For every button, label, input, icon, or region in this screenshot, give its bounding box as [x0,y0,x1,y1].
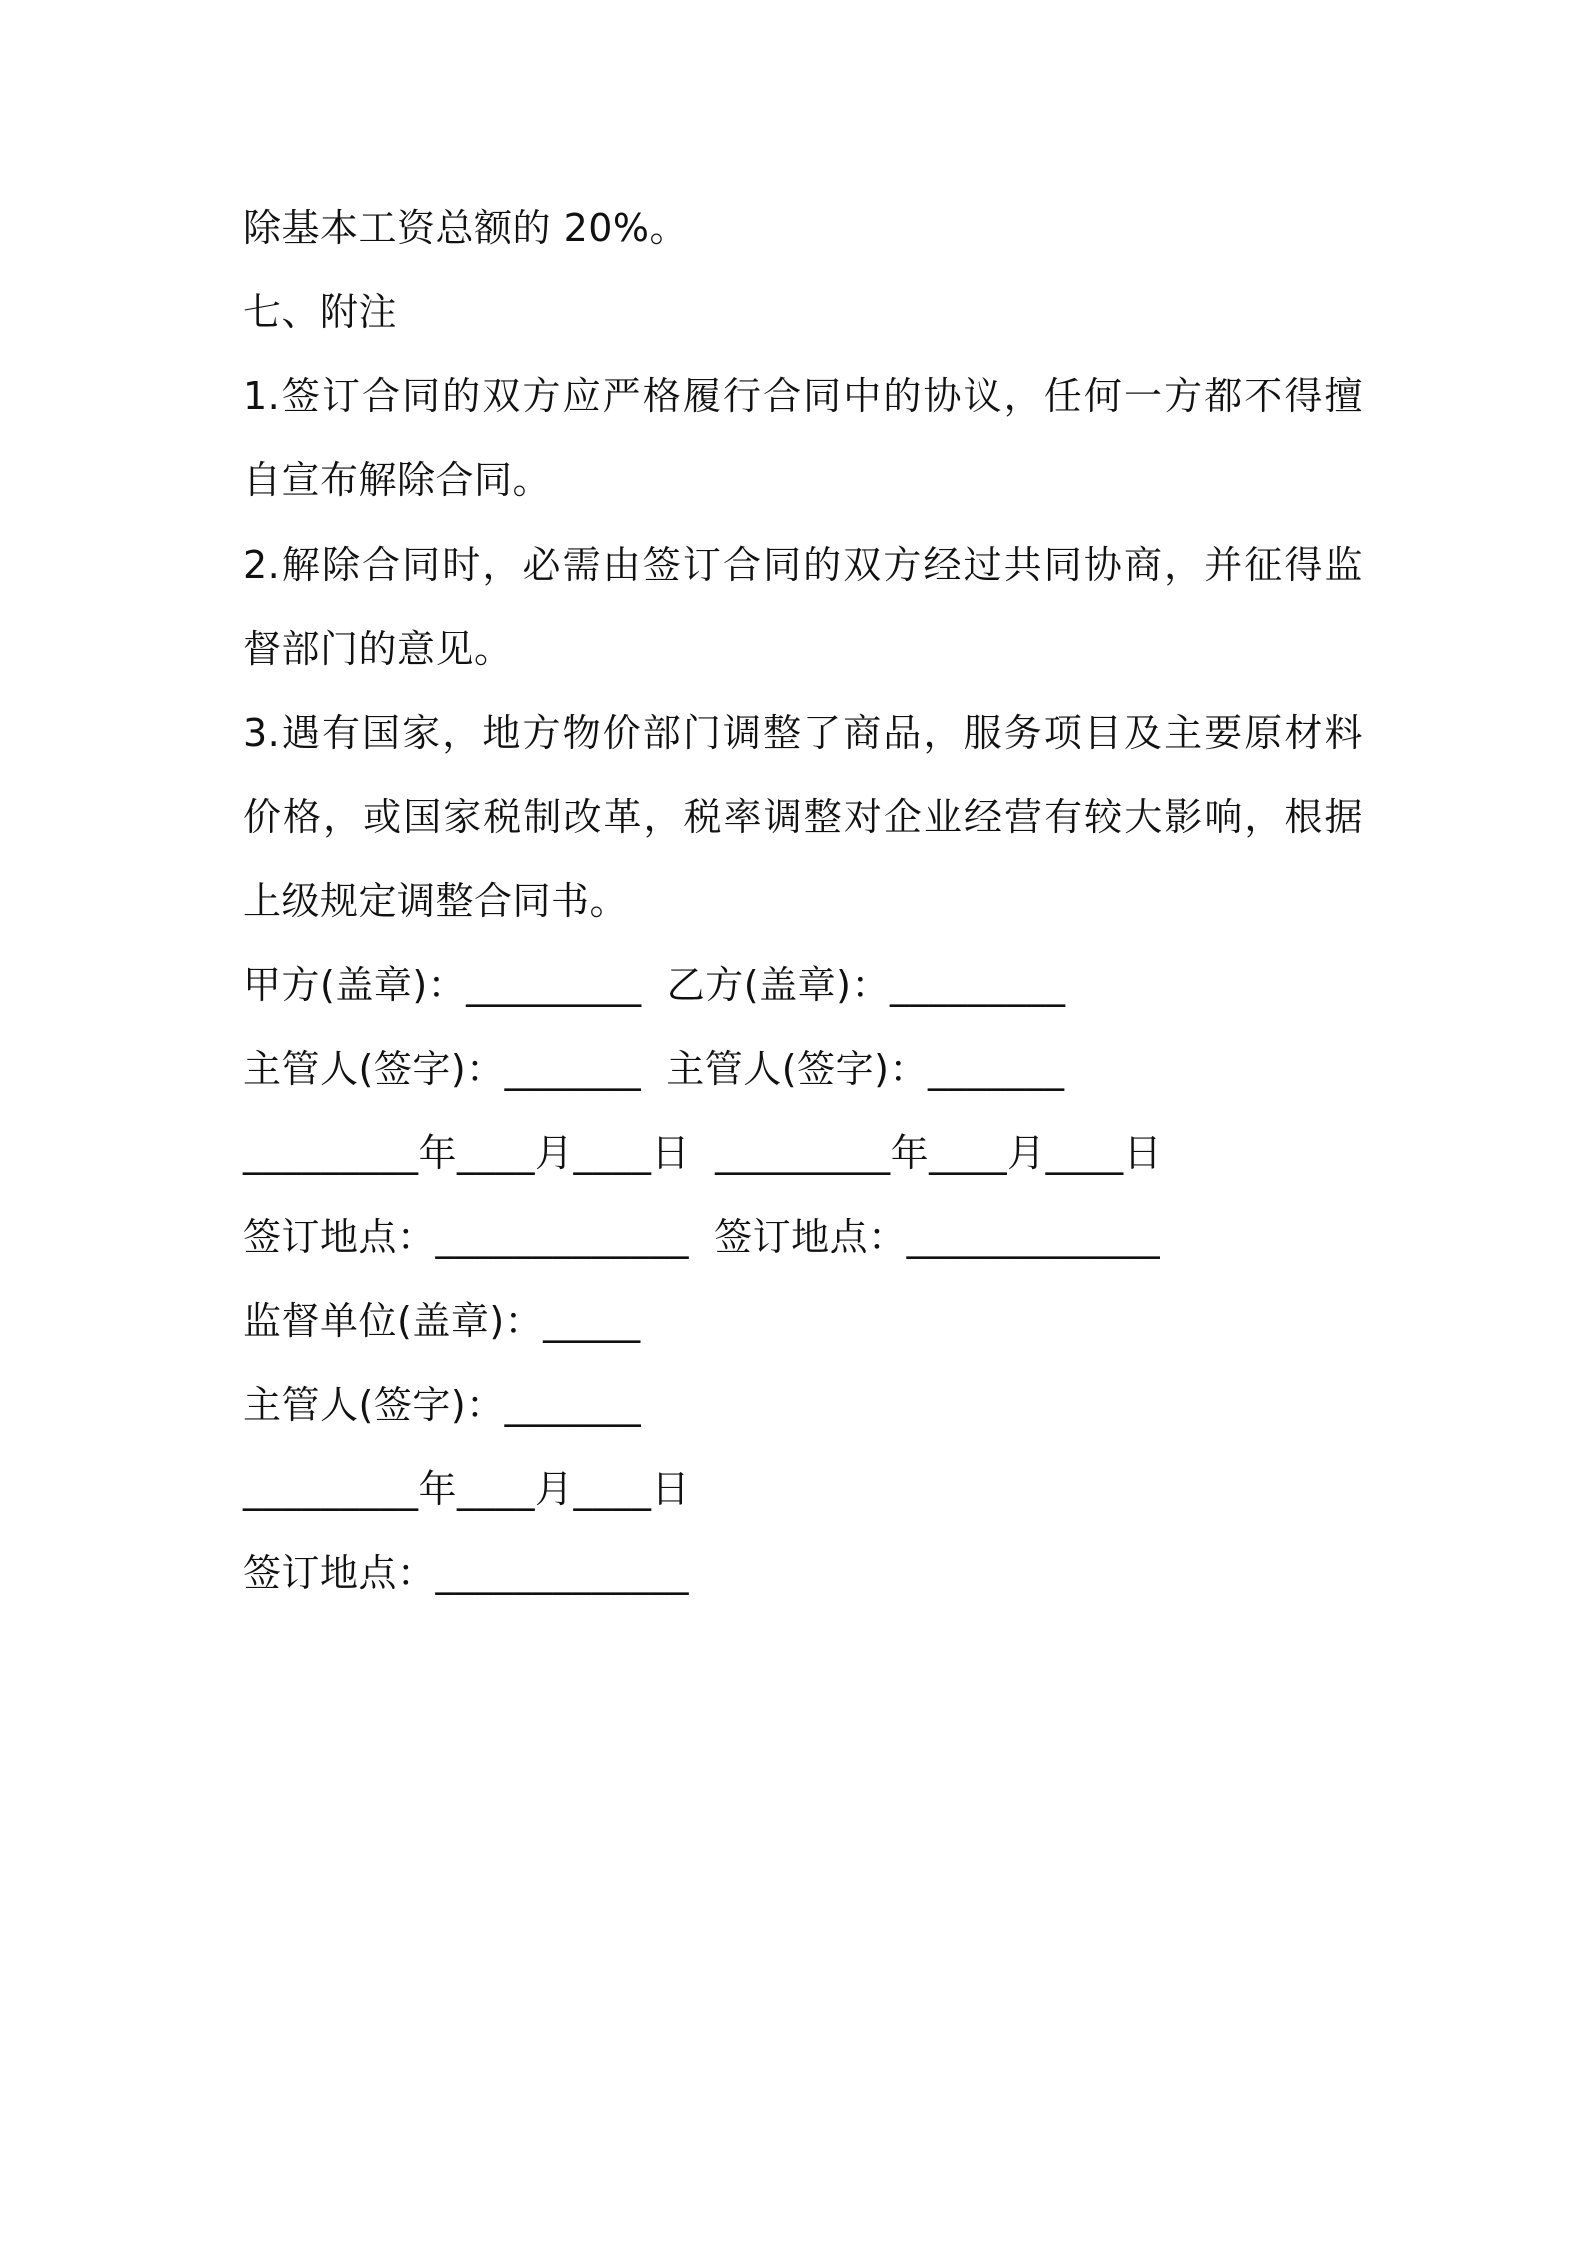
supervisor-place-line: 签订地点：_____________ [243,1551,690,1595]
supervisor-unit-line: 监督单位(盖章)：_____ [243,1299,641,1343]
party-seals-line: 甲方(盖章)：_________ 乙方(盖章)：_________ [243,963,1066,1007]
party-places-line: 签订地点：_____________ 签订地点：_____________ [243,1215,1161,1259]
note-1-line-1: 1.签订合同的双方应严格履行合同中的协议，任何一方都不得擅 [243,374,1363,418]
party-supervisors-line: 主管人(签字)：_______ 主管人(签字)：_______ [243,1047,1065,1091]
section-seven-heading: 七、附注 [243,290,398,334]
note-2-line-2: 督部门的意见。 [243,627,513,671]
note-2-line-1: 2.解除合同时，必需由签订合同的双方经过共同协商，并征得监 [243,543,1363,587]
note-3-line-1: 3.遇有国家，地方物价部门调整了商品，服务项目及主要原材料 [243,711,1363,755]
supervisor-signature-line: 主管人(签字)：_______ [243,1383,642,1427]
supervisor-date-line: _________年____月____日 [243,1467,691,1511]
note-3-line-3: 上级规定调整合同书。 [243,879,629,923]
party-dates-line: _________年____月____日 _________年____月____日 [243,1131,1163,1175]
note-1-line-2: 自宣布解除合同。 [243,458,552,502]
clause-six-tail: 除基本工资总额的 20%。 [243,206,689,250]
note-3-line-2: 价格，或国家税制改革，税率调整对企业经营有较大影响，根据 [243,795,1363,839]
